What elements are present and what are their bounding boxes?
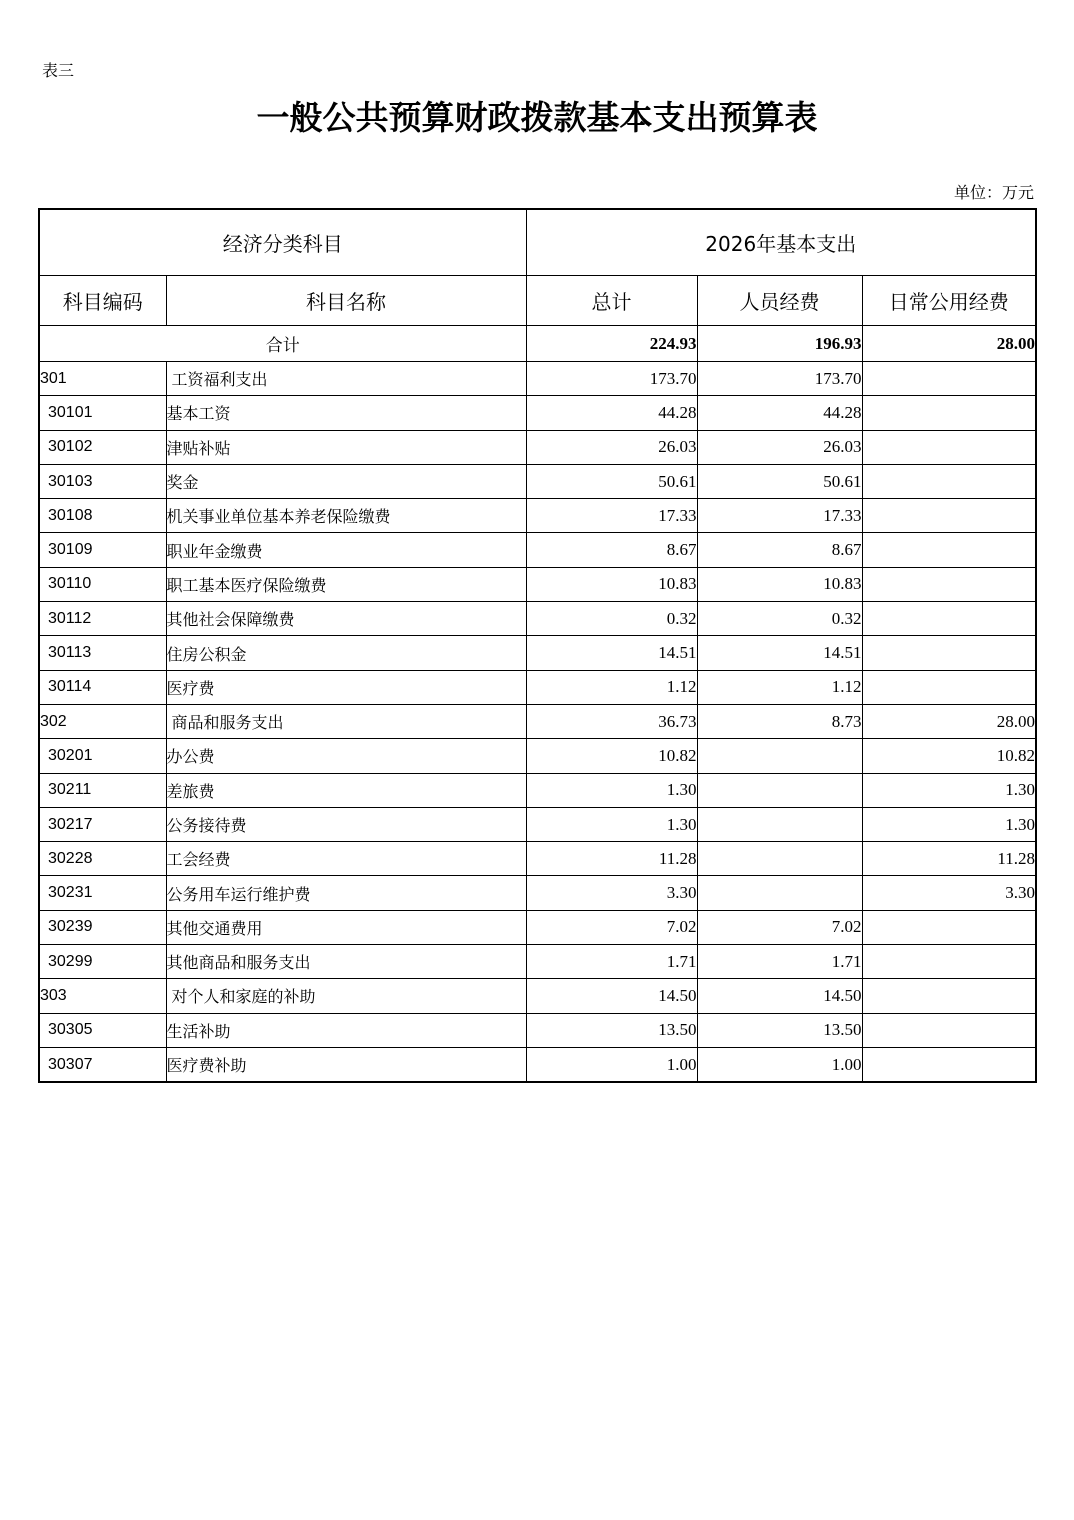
row-total: 1.12 — [526, 670, 697, 704]
row-name: 对个人和家庭的补助 — [166, 979, 526, 1013]
row-code: 30211 — [39, 773, 166, 807]
col-header-code: 科目编码 — [39, 276, 166, 326]
table-row — [39, 979, 1036, 1013]
table-row — [39, 636, 1036, 670]
econ-category-header: 经济分类科目 — [39, 209, 526, 276]
summary-public: 28.00 — [862, 326, 1036, 362]
col-header-public: 日常公用经费 — [862, 276, 1036, 326]
row-public: 3.30 — [862, 876, 1036, 910]
table-row — [39, 670, 1036, 704]
row-public: 28.00 — [862, 704, 1036, 738]
table-row — [39, 739, 1036, 773]
row-total: 44.28 — [526, 396, 697, 430]
row-personnel: 14.51 — [697, 636, 862, 670]
table-row — [39, 842, 1036, 876]
row-public — [862, 430, 1036, 464]
row-code: 30307 — [39, 1047, 166, 1082]
row-name: 办公费 — [166, 739, 526, 773]
row-total: 173.70 — [526, 362, 697, 396]
col-header-personnel: 人员经费 — [697, 276, 862, 326]
row-personnel: 14.50 — [697, 979, 862, 1013]
row-code: 30103 — [39, 464, 166, 498]
row-public — [862, 945, 1036, 979]
row-total: 10.83 — [526, 567, 697, 601]
row-personnel — [697, 842, 862, 876]
row-code: 30201 — [39, 739, 166, 773]
col-header-total: 总计 — [526, 276, 697, 326]
row-personnel: 13.50 — [697, 1013, 862, 1047]
unit-label: 单位：万元 — [953, 183, 1034, 202]
row-personnel: 10.83 — [697, 567, 862, 601]
row-public — [862, 567, 1036, 601]
row-name: 工会经费 — [166, 842, 526, 876]
row-code: 30109 — [39, 533, 166, 567]
budget-table — [38, 208, 1037, 1083]
row-total: 11.28 — [526, 842, 697, 876]
table-row — [39, 430, 1036, 464]
row-name: 工资福利支出 — [166, 362, 526, 396]
row-total: 50.61 — [526, 464, 697, 498]
table-row — [39, 533, 1036, 567]
table-row — [39, 704, 1036, 738]
row-name: 医疗费补助 — [166, 1047, 526, 1082]
row-name: 公务接待费 — [166, 807, 526, 841]
row-code: 30110 — [39, 567, 166, 601]
row-personnel: 17.33 — [697, 499, 862, 533]
row-total: 1.30 — [526, 773, 697, 807]
row-total: 8.67 — [526, 533, 697, 567]
row-personnel: 44.28 — [697, 396, 862, 430]
row-total: 7.02 — [526, 910, 697, 944]
row-code: 302 — [39, 704, 166, 738]
row-total: 1.71 — [526, 945, 697, 979]
row-personnel: 50.61 — [697, 464, 862, 498]
row-code: 30113 — [39, 636, 166, 670]
row-code: 303 — [39, 979, 166, 1013]
row-public — [862, 910, 1036, 944]
row-name: 职工基本医疗保险缴费 — [166, 567, 526, 601]
row-name: 基本工资 — [166, 396, 526, 430]
row-personnel — [697, 807, 862, 841]
row-personnel: 1.12 — [697, 670, 862, 704]
basic-expenditure-header: 2026年基本支出 — [526, 209, 1036, 276]
row-public — [862, 670, 1036, 704]
row-name: 医疗费 — [166, 670, 526, 704]
row-public — [862, 636, 1036, 670]
table-row — [39, 807, 1036, 841]
row-personnel: 173.70 — [697, 362, 862, 396]
row-public — [862, 464, 1036, 498]
row-personnel: 7.02 — [697, 910, 862, 944]
summary-total: 224.93 — [526, 326, 697, 362]
table-row — [39, 773, 1036, 807]
row-name: 差旅费 — [166, 773, 526, 807]
group-header-row — [39, 209, 1036, 276]
page-title: 一般公共预算财政拨款基本支出预算表 — [256, 98, 818, 137]
row-name: 机关事业单位基本养老保险缴费 — [166, 499, 526, 533]
row-public — [862, 602, 1036, 636]
table-row — [39, 464, 1036, 498]
table-row — [39, 602, 1036, 636]
row-code: 30299 — [39, 945, 166, 979]
row-total: 14.50 — [526, 979, 697, 1013]
table-row — [39, 567, 1036, 601]
table-row — [39, 362, 1036, 396]
row-public: 1.30 — [862, 807, 1036, 841]
table-row — [39, 945, 1036, 979]
row-code: 30108 — [39, 499, 166, 533]
row-personnel: 1.00 — [697, 1047, 862, 1082]
row-public — [862, 362, 1036, 396]
row-code: 30228 — [39, 842, 166, 876]
row-personnel: 1.71 — [697, 945, 862, 979]
table-row — [39, 1013, 1036, 1047]
row-personnel — [697, 876, 862, 910]
row-total: 36.73 — [526, 704, 697, 738]
row-total: 26.03 — [526, 430, 697, 464]
row-name: 职业年金缴费 — [166, 533, 526, 567]
row-total: 3.30 — [526, 876, 697, 910]
table-row — [39, 910, 1036, 944]
summary-personnel: 196.93 — [697, 326, 862, 362]
row-public — [862, 1047, 1036, 1082]
row-personnel — [697, 739, 862, 773]
row-name: 其他商品和服务支出 — [166, 945, 526, 979]
row-public — [862, 396, 1036, 430]
table-row — [39, 499, 1036, 533]
row-public — [862, 499, 1036, 533]
row-code: 30305 — [39, 1013, 166, 1047]
summary-label: 合计 — [39, 326, 526, 362]
row-name: 奖金 — [166, 464, 526, 498]
row-code: 30112 — [39, 602, 166, 636]
row-total: 1.30 — [526, 807, 697, 841]
row-personnel: 26.03 — [697, 430, 862, 464]
row-public — [862, 533, 1036, 567]
row-public: 11.28 — [862, 842, 1036, 876]
row-personnel: 0.32 — [697, 602, 862, 636]
row-code: 30239 — [39, 910, 166, 944]
table-row — [39, 876, 1036, 910]
row-name: 其他交通费用 — [166, 910, 526, 944]
row-total: 0.32 — [526, 602, 697, 636]
row-name: 公务用车运行维护费 — [166, 876, 526, 910]
row-personnel: 8.67 — [697, 533, 862, 567]
row-name: 生活补助 — [166, 1013, 526, 1047]
row-personnel: 8.73 — [697, 704, 862, 738]
row-name: 津贴补贴 — [166, 430, 526, 464]
column-header-row — [39, 276, 1036, 326]
row-total: 1.00 — [526, 1047, 697, 1082]
table-row — [39, 396, 1036, 430]
row-code: 30102 — [39, 430, 166, 464]
row-personnel — [697, 773, 862, 807]
row-total: 17.33 — [526, 499, 697, 533]
row-public: 10.82 — [862, 739, 1036, 773]
row-name: 商品和服务支出 — [166, 704, 526, 738]
row-code: 30114 — [39, 670, 166, 704]
row-public — [862, 1013, 1036, 1047]
table-number: 表三 — [42, 61, 75, 80]
row-total: 10.82 — [526, 739, 697, 773]
row-name: 住房公积金 — [166, 636, 526, 670]
row-public — [862, 979, 1036, 1013]
table-row — [39, 1047, 1036, 1082]
row-code: 301 — [39, 362, 166, 396]
row-total: 14.51 — [526, 636, 697, 670]
row-code: 30217 — [39, 807, 166, 841]
col-header-name: 科目名称 — [166, 276, 526, 326]
row-code: 30101 — [39, 396, 166, 430]
row-code: 30231 — [39, 876, 166, 910]
row-total: 13.50 — [526, 1013, 697, 1047]
row-name: 其他社会保障缴费 — [166, 602, 526, 636]
summary-row — [39, 326, 1036, 362]
row-public: 1.30 — [862, 773, 1036, 807]
